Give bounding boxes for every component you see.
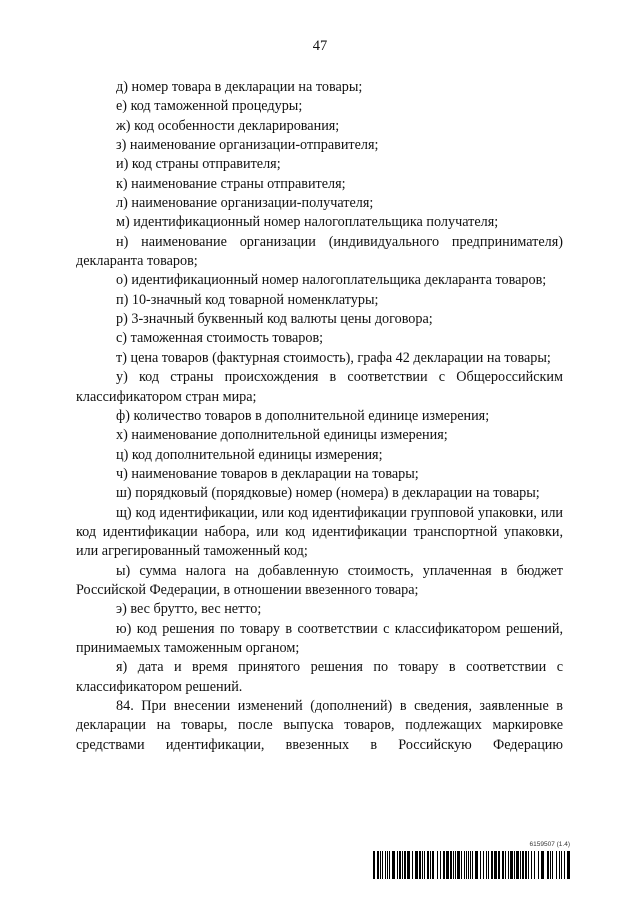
barcode-bar xyxy=(522,851,524,879)
list-item: д) номер товара в декларации на товары; xyxy=(116,79,363,95)
barcode-bar xyxy=(373,851,375,879)
barcode-bar xyxy=(453,851,454,879)
list-item: р) 3-значный буквенный код валюты цены договора; xyxy=(116,311,433,328)
barcode-bar xyxy=(404,851,406,879)
barcode-bar xyxy=(547,851,549,879)
barcode-bar xyxy=(427,851,429,879)
list-item: т) цена товаров (фактурная стоимость), графа 42 декларации на товары; xyxy=(116,349,551,366)
list-item: ш) порядковый (порядковые) номер (номера) в декларации на товары; xyxy=(116,485,540,502)
barcode-bar xyxy=(567,851,570,879)
barcode-bar xyxy=(380,851,381,879)
list-item: е) код таможенной процедуры; xyxy=(116,98,303,115)
barcode-bar xyxy=(508,851,509,879)
barcode-bar xyxy=(455,851,456,879)
barcode-bar xyxy=(446,851,449,879)
list-item: ю) код решения по товару в соответствии с классификатором решений, принимаемых таможенным органом; xyxy=(76,620,563,656)
barcode-bar xyxy=(525,851,527,879)
list-item: ф) количество товаров в дополнительной единице измерения; xyxy=(116,407,490,424)
barcode-bar xyxy=(552,851,553,879)
barcode-bar xyxy=(502,851,504,879)
barcode-bar xyxy=(494,851,497,879)
barcode-bar xyxy=(480,851,481,879)
list-item: у) код страны происхождения в соответствии с Общероссийским классификатором стран мира; xyxy=(76,369,563,405)
barcode-bar xyxy=(415,851,418,879)
list-item: щ) код идентификации, или код идентификации групповой упаковки, или код идентификации набора, или код идентификации транспортной упаковки, или агрегированный таможенный код; xyxy=(76,504,563,560)
barcode-bar xyxy=(430,851,431,879)
barcode-bar xyxy=(457,851,460,879)
barcode-bar xyxy=(528,851,529,879)
barcode-bar xyxy=(483,851,484,879)
list-item: я) дата и время принятого решения по товару в соответствии с классификатором решений. xyxy=(76,659,563,695)
barcode-bar xyxy=(475,851,478,879)
list-item: 84. При внесении изменений (дополнений) в сведения, заявленные в декларации на товары, после выпуска товаров, подлежащих маркировке средствами идентификации, ввезенных в Российскую Федерацию xyxy=(76,698,563,753)
barcode-bar xyxy=(510,851,513,879)
list-item: к) наименование страны отправителя; xyxy=(116,175,346,192)
barcode-bar xyxy=(541,851,544,879)
barcode-bar xyxy=(432,851,434,879)
barcode-bar xyxy=(466,851,467,879)
barcode-bar xyxy=(468,851,469,879)
list-item: п) 10-значный код товарной номенклатуры; xyxy=(116,291,379,308)
barcode-bar xyxy=(392,851,395,879)
barcode-bar xyxy=(561,851,562,879)
barcode-bar xyxy=(461,851,462,879)
barcode-bar xyxy=(559,851,560,879)
barcode-bar xyxy=(440,851,441,879)
barcode-bar xyxy=(531,851,532,879)
list-item: э) вес брутто, вес нетто; xyxy=(116,601,262,618)
barcode-bar xyxy=(443,851,445,879)
barcode-bar xyxy=(472,851,473,879)
barcode-bar xyxy=(538,851,539,879)
barcode-bar xyxy=(556,851,557,879)
page-number: 47 xyxy=(312,38,328,54)
barcode-bar xyxy=(407,851,410,879)
barcode-bar xyxy=(488,851,489,879)
barcode-bar xyxy=(424,851,425,879)
barcode-bar xyxy=(382,851,383,879)
barcode-bar xyxy=(412,851,413,879)
barcode-bar xyxy=(464,851,465,879)
barcode-bar xyxy=(419,851,421,879)
barcode-bar xyxy=(399,851,401,879)
document-code: 6159507 (1.4) xyxy=(529,841,570,848)
list-item: л) наименование организации-получателя; xyxy=(116,195,374,212)
barcode-bar xyxy=(389,851,390,879)
list-item: ч) наименование товаров в декларации на товары; xyxy=(116,465,419,482)
list-item: и) код страны отправителя; xyxy=(116,156,281,173)
barcode-bar xyxy=(450,851,452,879)
list-item: з) наименование организации-отправителя; xyxy=(116,137,379,154)
barcode-image xyxy=(373,851,570,879)
list-item: ы) сумма налога на добавленную стоимость, уплаченная в бюджет Российской Федерации, в отношении ввезенного товара; xyxy=(76,562,563,598)
barcode-bar xyxy=(498,851,500,879)
barcode-bar xyxy=(470,851,471,879)
barcode-bar xyxy=(520,851,521,879)
barcode-bar xyxy=(437,851,438,879)
list-item: о) идентификационный номер налогоплательщика декларанта товаров; xyxy=(116,272,547,289)
barcode-bar xyxy=(514,851,515,879)
list-item: н) наименование организации (индивидуального предпринимателя) декларанта товаров; xyxy=(76,233,563,270)
barcode-bar xyxy=(397,851,398,879)
barcode-bar xyxy=(534,851,535,879)
list-item: с) таможенная стоимость товаров; xyxy=(116,330,324,347)
document-body xyxy=(76,78,563,755)
barcode-bar xyxy=(486,851,487,879)
list-item: х) наименование дополнительной единицы измерения; xyxy=(116,427,448,444)
list-item: м) идентификационный номер налогоплательщика получателя; xyxy=(116,214,499,231)
barcode-bar xyxy=(402,851,403,879)
barcode-bar xyxy=(387,851,388,879)
list-item: ц) код дополнительной единицы измерения; xyxy=(116,446,383,463)
list-item: ж) код особенности декларирования; xyxy=(116,117,340,134)
barcode-bar xyxy=(377,851,379,879)
barcode-bar xyxy=(505,851,506,879)
barcode-bar xyxy=(385,851,386,879)
barcode-bar xyxy=(550,851,551,879)
barcode-bar xyxy=(564,851,565,879)
barcode-bar xyxy=(422,851,423,879)
barcode-bar xyxy=(491,851,493,879)
barcode-bar xyxy=(516,851,519,879)
